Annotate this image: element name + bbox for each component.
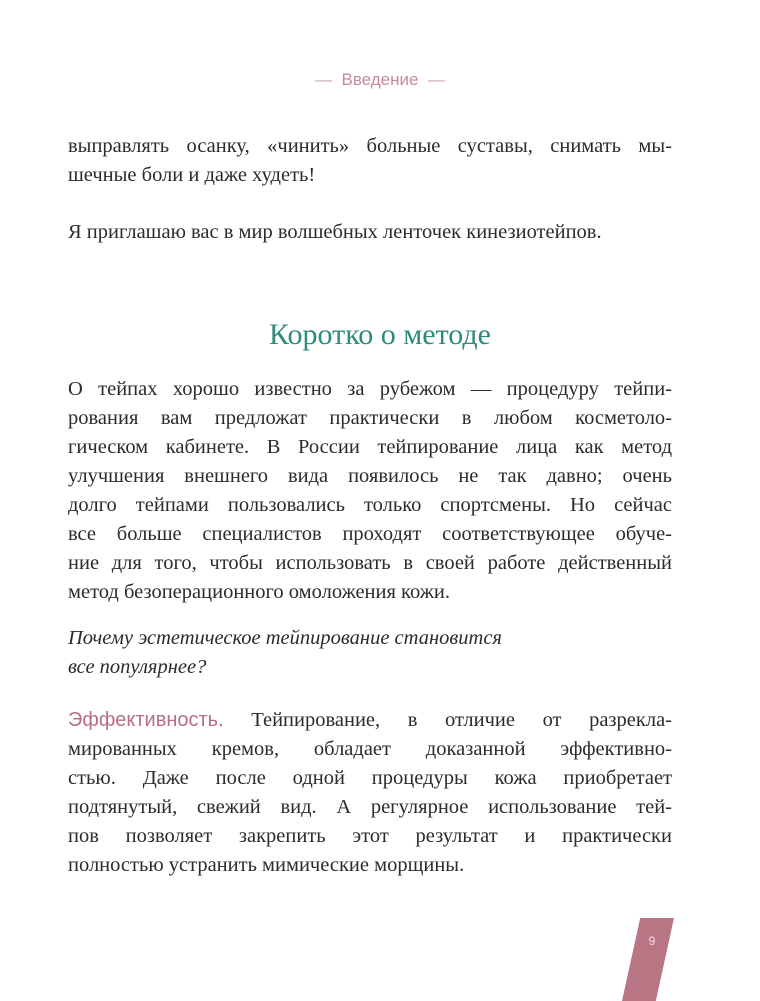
text-line-first <box>68 706 672 735</box>
page-number: 9 <box>648 934 656 948</box>
italic-question <box>68 624 672 682</box>
text-line: Я приглашаю вас в мир волшебных ленточек кинезиотейпов. <box>68 221 602 243</box>
text-line: полностью устранить мимические морщины. <box>68 854 465 876</box>
text-line: шечные боли и даже худеть! <box>68 164 316 186</box>
text-line: О тейпах хорошо известно за рубежом — процедуру тейпи- <box>68 378 672 400</box>
question-line: все популярнее? <box>68 656 207 678</box>
question-line: Почему эстетическое тейпирование становится <box>68 627 502 649</box>
paragraph-effectiveness <box>68 706 672 880</box>
text-line: мированных кремов, обладает доказанной эффективно- <box>68 738 672 760</box>
text-line: подтянутый, свежий вид. А регулярное использование тей- <box>68 796 672 818</box>
paragraph-intro-continuation <box>68 132 672 190</box>
text-line: все больше специалистов проходят соответствующее обуче- <box>68 523 672 545</box>
text-line: долго тейпами пользовались только спортсмены. Но сейчас <box>68 494 672 516</box>
header-dash-right: — <box>427 70 445 89</box>
text-line: метод безоперационного омоложения кожи. <box>68 581 450 603</box>
paragraph-invitation <box>68 218 672 247</box>
paragraph-method <box>68 375 672 607</box>
section-title: Коротко о методе <box>268 318 491 351</box>
text-line: гическом кабинете. В России тейпирование лица как метод <box>68 436 672 458</box>
text-line: стью. Даже после одной процедуры кожа приобретает <box>68 767 672 789</box>
text-line: улучшения внешнего вида появилось не так давно; очень <box>68 465 672 487</box>
lead-line-rest: Тейпирование, в отличие от разрекла- <box>223 709 672 731</box>
text-line: пов позволяет закрепить этот результат и практически <box>68 825 672 847</box>
running-header <box>0 70 760 90</box>
text-line: рования вам предложат практически в любом косметоло- <box>68 407 672 429</box>
header-title: Введение <box>341 70 419 89</box>
page-number-tab <box>622 918 674 1001</box>
header-dash-left: — <box>315 70 333 89</box>
text-line: выправлять осанку, «чинить» больные суставы, снимать мы- <box>68 135 672 157</box>
text-line: ние для того, чтобы использовать в своей работе действенный <box>68 552 672 574</box>
lead-term: Эффективность. <box>68 709 224 731</box>
